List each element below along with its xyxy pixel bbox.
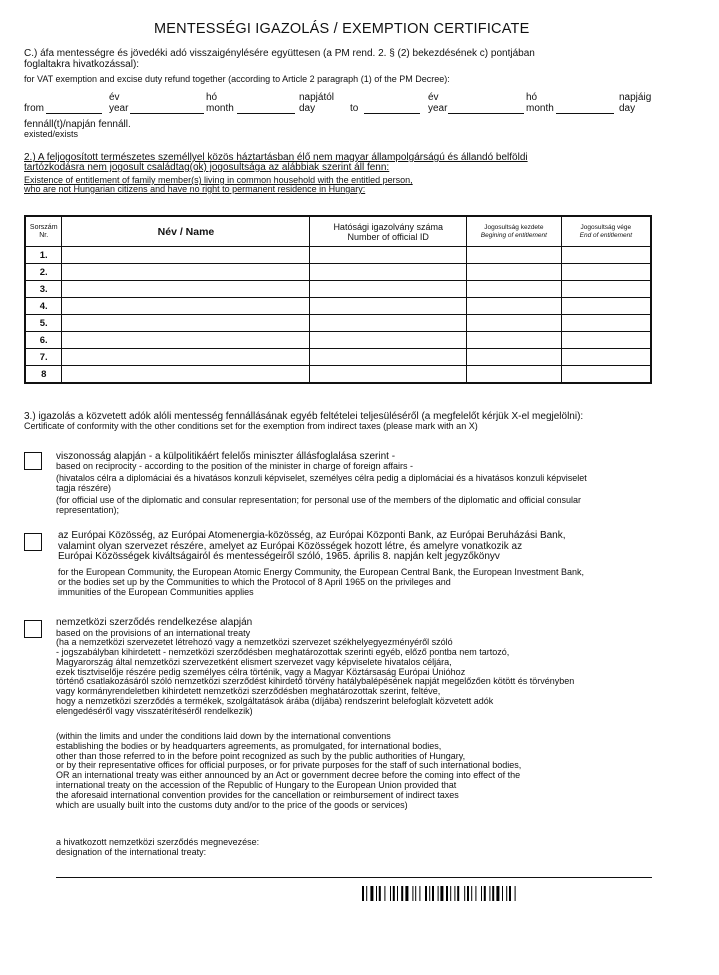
row-number: 1. xyxy=(25,247,62,264)
id-cell[interactable] xyxy=(310,349,466,366)
section-3-en: Certificate of conformity with the other conditions set for the exemption from indirect taxes (please mark with an X) xyxy=(24,421,478,431)
barcode-bar xyxy=(475,886,476,901)
option3-line: nemzetközi szerződés rendelkezése alapján xyxy=(56,617,253,628)
table-header-row xyxy=(25,216,651,247)
barcode-bar xyxy=(432,886,434,901)
table-row xyxy=(25,349,651,366)
label-to: to xyxy=(350,103,359,114)
barcode-bar xyxy=(509,886,511,901)
option3-en-line: which are usually built into the customs duty and/or to the price of the goods or services) xyxy=(56,799,408,810)
option3-line: Magyarország által nemzetközi szervezetként elismert szervezet vagy képviselete hivatalos céljára, xyxy=(56,656,452,667)
barcode-bar xyxy=(425,886,427,901)
from-year-field[interactable] xyxy=(46,113,102,114)
section-2-en-line1: Existence of entitlement of family member(s) living in common household with the entitled person, xyxy=(24,175,413,185)
header-end-hu: Jogosultság vége xyxy=(580,224,632,231)
label-napjatol: napjától xyxy=(299,92,335,103)
name-cell[interactable] xyxy=(62,349,310,366)
header-no-en: Nr. xyxy=(39,231,49,239)
name-cell[interactable] xyxy=(62,281,310,298)
option3-en-line: (within the limits and under the conditions laid down by the international conventions xyxy=(56,731,391,741)
option3-line: based on the provisions of an international treaty xyxy=(56,627,251,638)
end-cell[interactable] xyxy=(561,366,651,384)
end-cell[interactable] xyxy=(561,315,651,332)
option3-line: hogy a nemzetközi szerződés a termékek, szolgáltatások árába (díjába) rendszerint belefoglalt közvetett adók xyxy=(56,696,494,707)
row-number: 2. xyxy=(25,264,62,281)
from-day-field[interactable] xyxy=(237,113,295,114)
name-cell[interactable] xyxy=(62,315,310,332)
option3-en-line: establishing the bodies or by headquarters agreements, as promulgated, for international bodies, xyxy=(56,740,442,751)
label-month-1: month xyxy=(206,103,234,114)
family-members-table xyxy=(24,215,652,384)
barcode-bar xyxy=(438,886,439,901)
label-ho-1: hó xyxy=(206,92,218,103)
option3-line: - jogszabályban kihirdetett - nemzetközi szerződésben meghatározottak szerinti egyéb, előző pontba nem tartozó, xyxy=(56,647,510,658)
barcode-bar xyxy=(467,886,469,901)
barcode-bar xyxy=(376,886,377,901)
from-month-field[interactable] xyxy=(130,113,204,114)
label-napjaig: napjáig xyxy=(619,92,652,103)
end-cell[interactable] xyxy=(561,349,651,366)
header-end xyxy=(561,216,651,247)
label-ev-1: év xyxy=(109,92,120,103)
barcode-bar xyxy=(384,886,385,901)
option3-line: (ha a nemzetközi szervezetet létrehozó vagy a nemzetközi szervezet székhelyegyezményéről szóló xyxy=(56,637,453,648)
header-start-en: Begining of entitlement xyxy=(480,231,547,239)
name-cell[interactable] xyxy=(62,247,310,264)
page-title: MENTESSÉGI IGAZOLÁS / EXEMPTION CERTIFICATE xyxy=(154,21,530,37)
option2-line: valamint olyan szervezet részére, amelyet az Európai Közösségek hozott létre, és amelyre vonatkozik az xyxy=(58,540,523,552)
barcode-bar xyxy=(471,886,472,901)
header-start xyxy=(466,216,561,247)
row-number: 7. xyxy=(25,349,62,366)
table-row xyxy=(25,366,651,384)
end-cell[interactable] xyxy=(561,332,651,349)
option-international-treaty xyxy=(56,618,574,717)
option3-en-line: OR an international treaty was either announced by an Act or government decree before the coming into effect of the xyxy=(56,770,521,781)
designation-line[interactable] xyxy=(56,877,652,878)
barcode-bar xyxy=(506,886,507,901)
name-cell[interactable] xyxy=(62,366,310,384)
start-cell[interactable] xyxy=(466,315,561,332)
designation-en: designation of the international treaty: xyxy=(56,847,207,857)
start-cell[interactable] xyxy=(466,349,561,366)
barcode-bar xyxy=(419,886,420,901)
international-treaty-checkbox[interactable] xyxy=(24,620,42,638)
section-c-hu-line1: C.) áfa mentességre és jövedéki adó visszaigénylésére együttesen (a PM rend. 2. § (2) bekezdésének c) pontjában xyxy=(24,48,535,59)
id-cell[interactable] xyxy=(310,264,466,281)
row-number: 8 xyxy=(25,366,62,384)
end-cell[interactable] xyxy=(561,298,651,315)
start-cell[interactable] xyxy=(466,247,561,264)
barcode-bar xyxy=(489,886,490,901)
barcode-bar xyxy=(496,886,499,901)
barcode-bar xyxy=(405,886,408,901)
header-name xyxy=(62,216,310,247)
table-row xyxy=(25,332,651,349)
start-cell[interactable] xyxy=(466,281,561,298)
start-cell[interactable] xyxy=(466,332,561,349)
row-number: 6. xyxy=(25,332,62,349)
header-end-en: End of entitlement xyxy=(579,231,633,239)
barcode-bar xyxy=(429,886,430,901)
label-ev-2: év xyxy=(428,92,439,103)
barcode-bar xyxy=(397,886,398,901)
header-no-hu: Sorszám xyxy=(29,223,58,231)
barcode-bar xyxy=(450,886,451,901)
option2-line: or the bodies set up by the Communities to which the Protocol of 8 April 1965 on the privileges and xyxy=(58,576,451,587)
option-eu-bodies-en xyxy=(58,568,584,597)
header-no xyxy=(25,216,62,247)
header-name-label: Név / Name xyxy=(157,225,215,238)
header-start-hu: Jogosultság kezdete xyxy=(484,224,544,231)
section-c-hu-line2: foglaltakra hivatkozással): xyxy=(24,59,140,70)
label-ho-2: hó xyxy=(526,92,538,103)
option1-line: representation); xyxy=(56,505,120,516)
name-cell[interactable] xyxy=(62,298,310,315)
label-year-2: year xyxy=(428,103,448,114)
option1-line: viszonosság alapján - a külpolitikáért felelős miniszter állásfoglalása szerint - xyxy=(56,451,396,462)
barcode-bar xyxy=(401,886,403,901)
table-row xyxy=(25,298,651,315)
designation-hu: a hivatkozott nemzetközi szerződés megnevezése: xyxy=(56,837,260,847)
option1-line: tagja részére) xyxy=(56,482,112,493)
option3-en-line: international treaty on the accession of the Republic of Hungary to the European Union provided that xyxy=(56,779,457,790)
end-cell[interactable] xyxy=(561,264,651,281)
label-month-2: month xyxy=(526,103,554,114)
option-eu-bodies xyxy=(58,531,566,563)
to-year-field[interactable] xyxy=(364,113,420,114)
start-cell[interactable] xyxy=(466,366,561,384)
id-cell[interactable] xyxy=(310,366,466,384)
barcode-bar xyxy=(515,886,516,901)
barcode-bar xyxy=(464,886,465,901)
option2-line: az Európai Közösség, az Európai Atomenergia-közösség, az Európai Központi Bank, az Európai Beruházási Bank, xyxy=(58,530,566,541)
section-2-hu-line2: tartózkodásra nem jogosult családtag(ok) jogosultsága az alábbiak szerint áll fenn: xyxy=(24,162,390,173)
label-year-1: year xyxy=(109,103,129,114)
exists-en: existed/exists xyxy=(24,129,79,139)
id-cell[interactable] xyxy=(310,315,466,332)
end-cell[interactable] xyxy=(561,247,651,264)
barcode-bar xyxy=(484,886,486,901)
barcode-bar xyxy=(393,886,395,901)
table-row xyxy=(25,315,651,332)
row-number: 4. xyxy=(25,298,62,315)
end-cell[interactable] xyxy=(561,281,651,298)
start-cell[interactable] xyxy=(466,264,561,281)
barcode-bar xyxy=(446,886,448,901)
barcode-bar xyxy=(390,886,391,901)
option2-line: immunities of the European Communities applies xyxy=(58,586,254,597)
barcode-bar xyxy=(415,886,416,901)
table-row xyxy=(25,281,651,298)
table-row xyxy=(25,264,651,281)
option2-line: for the European Community, the European Atomic Energy Community, the European Central Bank, the European Investment Bank, xyxy=(58,567,584,577)
option3-en-line: the aforesaid international convention provides for the cancellation or reimbursement of indirect taxes xyxy=(56,789,459,800)
to-month-field[interactable] xyxy=(448,113,524,114)
barcode-bar xyxy=(370,886,373,901)
barcode-bar xyxy=(457,886,459,901)
section-2-hu-line1: 2.) A feljogosított természetes személlyel közös háztartásban élő nem magyar állampolgárságú és állandó belföldi xyxy=(24,152,528,163)
id-cell[interactable] xyxy=(310,281,466,298)
option2-line: Európai Közösségek kiváltságairól és mentességeiről szóló, 1965. április 8. napján kelt jegyzőkönyv xyxy=(58,551,500,562)
id-cell[interactable] xyxy=(310,247,466,264)
barcode-bar xyxy=(502,886,503,901)
reciprocity-checkbox[interactable] xyxy=(24,452,42,470)
option3-line: elengedéséről vagy visszatérítéséről rendelkezik) xyxy=(56,705,253,716)
header-official-id xyxy=(310,216,466,247)
table-row xyxy=(25,247,651,264)
barcode-bar xyxy=(440,886,443,901)
barcode-bar xyxy=(412,886,413,901)
option1-line: based on reciprocity - according to the position of the minister in charge of foreign affairs - xyxy=(56,461,414,471)
section-3-hu: 3.) igazolás a közvetett adók alóli mentesség fennállásának egyéb feltételei teljesüléséről (a megfelelőt kérjük X-el megjelölni): xyxy=(24,411,584,422)
option3-en-line: other than those referred to in the before point recognized as such by the public authorities of Hungary, xyxy=(56,750,466,761)
barcode-bar xyxy=(454,886,455,901)
option3-en-line: or by their representative offices for official purposes, or for private purposes for the staff of such international bodies, xyxy=(56,760,522,771)
exists-hu: fennáll(t)/napján fennáll. xyxy=(24,119,131,130)
option1-line: (hivatalos célra a diplomáciai és a hivatásos konzuli képviselet, személyes célra pedig a diplomáciai és a hivatásos konzuli képviselet xyxy=(56,472,587,483)
to-day-field[interactable] xyxy=(556,113,614,114)
barcode-bar xyxy=(492,886,494,901)
name-cell[interactable] xyxy=(62,332,310,349)
header-id-hu: Hatósági igazolvány száma xyxy=(333,221,443,232)
label-from: from xyxy=(24,103,44,114)
barcode-bar xyxy=(366,886,367,901)
id-cell[interactable] xyxy=(310,298,466,315)
barcode-icon xyxy=(362,886,558,901)
start-cell[interactable] xyxy=(466,298,561,315)
header-id-en: Number of official ID xyxy=(347,231,429,242)
id-cell[interactable] xyxy=(310,332,466,349)
section-2-en-line2: who are not Hungarian citizens and have no right to permanent residence in Hungary: xyxy=(24,184,366,194)
row-number: 3. xyxy=(25,281,62,298)
eu-bodies-checkbox[interactable] xyxy=(24,533,42,551)
option3-line: ezek tisztviselője részére pedig személyes célra történik, vagy a Magyar Köztársaság Európai Unióhoz xyxy=(56,666,466,677)
barcode-bar xyxy=(362,886,364,901)
label-day-2: day xyxy=(619,103,636,114)
label-day-1: day xyxy=(299,103,316,114)
option3-line: vagy kormányrendeletben kihirdetett nemzetközi szerződésben meghatározottak szerint, feltéve, xyxy=(56,686,441,697)
option-international-treaty-en xyxy=(56,732,521,810)
option-reciprocity xyxy=(56,451,587,516)
option3-line: történő csatlakozásáról szóló nemzetközi szerződést kihirdető törvény hatálybalépésének napját megelőzően kötött és törvényben xyxy=(56,676,575,687)
barcode-bar xyxy=(379,886,381,901)
name-cell[interactable] xyxy=(62,264,310,281)
section-c-en: for VAT exemption and excise duty refund together (according to Article 2 paragraph (1) of the PM Decree): xyxy=(24,74,450,84)
barcode-bar xyxy=(481,886,482,901)
row-number: 5. xyxy=(25,315,62,332)
option1-line: (for official use of the diplomatic and consular representation; for personal use of the members of the diplomatic and official consular xyxy=(56,495,581,506)
